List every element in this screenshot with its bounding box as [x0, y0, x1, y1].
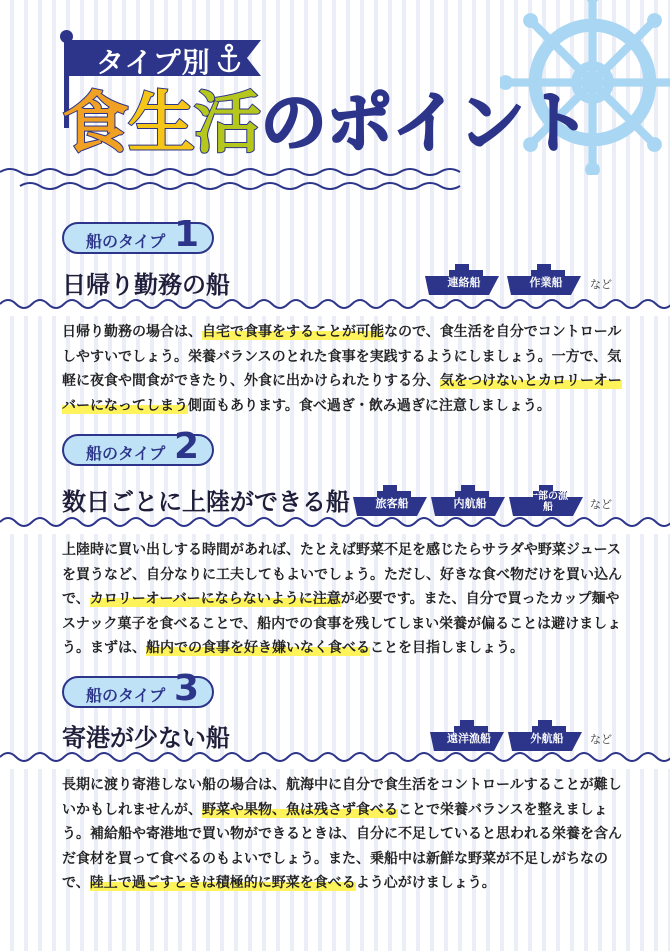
title-char-3: 活	[194, 84, 260, 162]
title-wave-decoration	[0, 164, 470, 194]
ship-label: 遠洋漁船	[447, 732, 491, 745]
text-run: 日帰り勤務の場合は、	[62, 324, 202, 340]
etc-label: など	[590, 733, 612, 746]
highlight-run: 野菜や果物、魚は残さず食べる	[202, 801, 398, 818]
title-char-1: 食	[62, 84, 128, 162]
ship-label: 作業船	[529, 276, 563, 289]
title-rest: のポイント	[260, 84, 590, 162]
highlight-run: カロリーオーバーにならないように注意	[89, 591, 341, 607]
section-2-badge-number: 2	[174, 426, 200, 467]
section-2-paragraph	[62, 538, 622, 661]
ship-label: 内航船	[453, 497, 487, 510]
flag-text: タイプ別	[96, 46, 211, 79]
text-run: ことで栄養バランスを整えましょう。補給船や寄港地で買い物ができるときは、自分に不足していると思われる栄養を含んだ食材を買って食べるのもよいでしょう。また、乗船中は新鮮な野菜が不足しがちなので、	[62, 801, 622, 891]
text-run: よう心がけましょう。	[355, 875, 496, 891]
section-3-paragraph	[62, 773, 622, 896]
text-run: が必要です。また、自分で買ったカップ麺やスナック菓子を食べることで、船内での食事を残してしまい栄養が偏ることは避けましょう。まずは、	[62, 591, 622, 656]
highlight-run: 自宅で食事をすることが可能	[202, 324, 384, 340]
section-3-badge-number: 3	[174, 668, 200, 709]
section-1-paragraph	[62, 320, 622, 418]
highlight-run: 気をつけないとカロリーオーバーになってしまう	[62, 373, 622, 414]
etc-label: など	[590, 498, 612, 511]
section-2-wave	[0, 510, 670, 534]
page-title	[62, 84, 590, 162]
ship-icon	[507, 262, 585, 296]
ship-label: 外航船	[530, 732, 564, 745]
section-3-wave	[0, 745, 670, 769]
text-run: ことを目指しましょう。	[370, 640, 524, 656]
section-2-badge	[62, 426, 214, 467]
section-3-badge-label: 船のタイプ	[86, 686, 166, 705]
section-1-badge-label: 船のタイプ	[86, 232, 166, 251]
section-2-heading: 数日ごとに上陸ができる船	[62, 488, 350, 516]
highlight-run: 陸上で過ごすときは積極的に野菜を食べる	[89, 875, 356, 891]
ship-label: 一部の漁船	[528, 491, 568, 513]
highlight-run: 船内での食事を好き嫌いなく食べる	[146, 640, 370, 656]
etc-label: など	[590, 278, 612, 291]
text-run: 上陸時に買い出しする時間があれば、たとえば野菜不足を感じたらサラダや野菜ジュースを買うなど、自分なりに工夫してもよいでしょう。ただし、好きな食べ物だけを買い込んで、	[62, 542, 622, 607]
text-run: 側面もあります。食べ過ぎ・飲み過ぎに注意しましょう。	[188, 397, 551, 414]
ship-icon	[425, 262, 503, 296]
title-char-2: 生	[128, 84, 194, 162]
section-3-badge	[62, 668, 214, 709]
ship-label: 連絡船	[447, 276, 481, 289]
section-1-badge-number: 1	[174, 214, 200, 255]
section-2-badge-label: 船のタイプ	[86, 444, 166, 463]
ship-label: 旅客船	[375, 497, 409, 510]
section-1-wave	[0, 292, 670, 316]
text-run: 長期に渡り寄港しない船の場合は、航海中に自分で食生活をコントロールすることが難しいかもしれませんが、	[62, 777, 622, 818]
section-3-heading: 寄港が少ない船	[62, 724, 230, 752]
section-1-heading: 日帰り勤務の船	[62, 271, 230, 299]
section-1-badge	[62, 214, 214, 255]
text-run: なので、食生活を自分でコントロールしやすいでしょう。栄養バランスのとれた食事を実践するようにしましょう。一方で、気軽に夜食や間食ができたり、外食に出かけられたりする分、	[62, 324, 622, 389]
